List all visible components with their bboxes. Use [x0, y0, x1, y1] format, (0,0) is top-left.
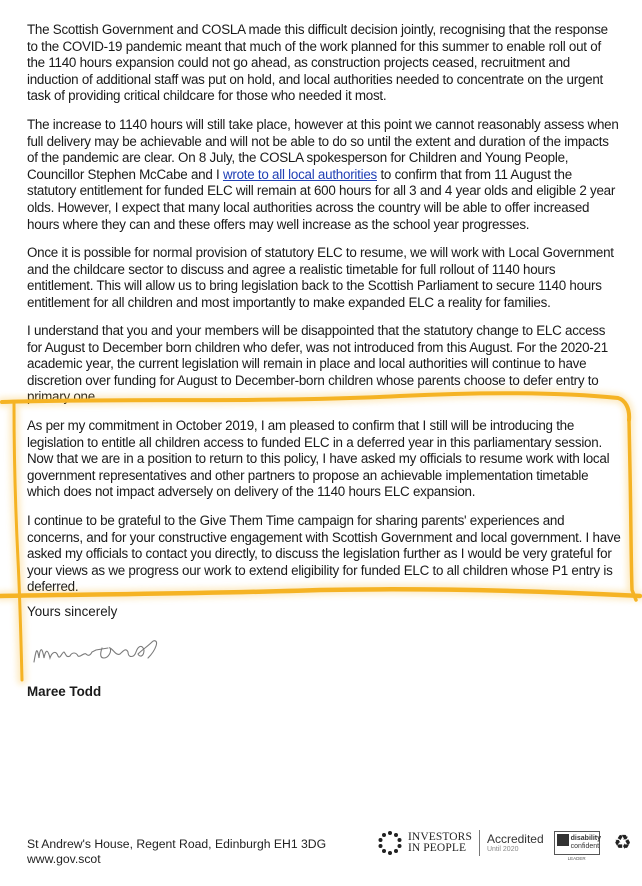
paragraph-disappointed: I understand that you and your members will be disappointed that the statutory change to ELC access for August to December born children who defer, was not introduced from this August. For the 2020-21 academic year, the current legislation will remain in place and local authorities will continue to have discretion over funding for August to December-born children whose parents choose to defer entry to primary one.	[27, 323, 608, 405]
disability-leader: LEADER	[567, 856, 586, 861]
footer-address: St Andrew's House, Regent Road, Edinburgh EH1 3DG	[27, 837, 327, 851]
investors-line1: INVESTORS	[408, 830, 472, 843]
highlight-right-stroke	[629, 420, 636, 600]
accredited-label: Accredited	[486, 831, 544, 846]
investors-line2: IN PEOPLE	[408, 842, 467, 854]
laurel-wreath-icon	[377, 830, 403, 856]
accredited-until: Until 2020	[486, 845, 519, 853]
disability-line2: confident	[570, 843, 600, 850]
paragraph-increase-text-b: to confirm that from 11 August the statutory entitlement for funded ELC will remain at 600 hours for all 3 and 4 year olds and eligible 2 year olds. However, I expect that many local authorities across the country will be able to offer increased hours where they can and these offers may well increase as the school year progresses.	[27, 166, 616, 232]
investors-in-people-logo	[377, 830, 472, 856]
footer-logos	[377, 826, 632, 860]
paragraph-grateful: I continue to be grateful to the Give Them Time campaign for sharing parents' experiences and concerns, and for your constructive engagement with Scottish Government and local government. I have asked my officials to contact you directly, to discuss the legislation further as I would be very grateful for your views as we progress our work to extend eligibility for funded ELC to all children whose P1 entry is deferred.	[27, 513, 621, 595]
accredited-block	[487, 833, 544, 854]
wrote-to-local-authorities-link[interactable]: wrote to all local authorities	[222, 166, 377, 182]
disability-confident-logo	[554, 831, 601, 861]
paragraph-increase-text-a: The increase to 1140 hours will still take place, however at this point we cannot reasonably assess when full delivery may be achievable and will not be able to do so until the extent and duration of the impacts of the pandemic are clear. On 8 July, the COSLA spokesperson for Children and Young People, Councillor Stephen McCabe and I	[27, 117, 619, 182]
logo-divider	[479, 830, 480, 856]
highlight-left-stroke	[14, 404, 22, 680]
paragraph-increase	[27, 117, 621, 233]
footer-address-block	[27, 837, 326, 867]
footer-website[interactable]: www.gov.scot	[27, 852, 101, 866]
paragraph-normal-provision: Once it is possible for normal provision of statutory ELC to resume, we will work with Local Government and the childcare sector to discuss and agree a realistic timetable for full rollout of 1140 hours entitlement. This will allow us to bring legislation back to the Scottish Parliament to secure 1140 hours entitlement for all children and most importantly to make expanded ELC a reality for families.	[27, 245, 614, 310]
recycle-icon: ♻	[613, 832, 632, 854]
disability-confident-grid-icon	[557, 834, 569, 846]
closing: Yours sincerely	[27, 604, 118, 619]
paragraph-commitment: As per my commitment in October 2019, I am pleased to confirm that I still will be introducing the legislation to entitle all children access to funded ELC in a deferred year in this parliamentary session. Now that we are in a position to return to this policy, I have asked my officials to resume work with local government representatives and other partners to propose an achievable implementation timetable which does not impact adversely on delivery of the 1140 hours ELC expansion.	[27, 418, 610, 500]
paragraph-decision: The Scottish Government and COSLA made this difficult decision jointly, recognising that the response to the COVID-19 pandemic meant that much of the work planned for this summer to enable roll out of the 1140 hours expansion could not go ahead, as construction projects ceased, recruitment and induction of additional staff was put on hold, and local authorities needed to concentrate on the urgent task of providing critical childcare for those who needed it most.	[27, 22, 608, 104]
signature	[30, 628, 180, 672]
disability-line1: disability	[570, 835, 601, 842]
signatory-name: Maree Todd	[27, 684, 102, 699]
